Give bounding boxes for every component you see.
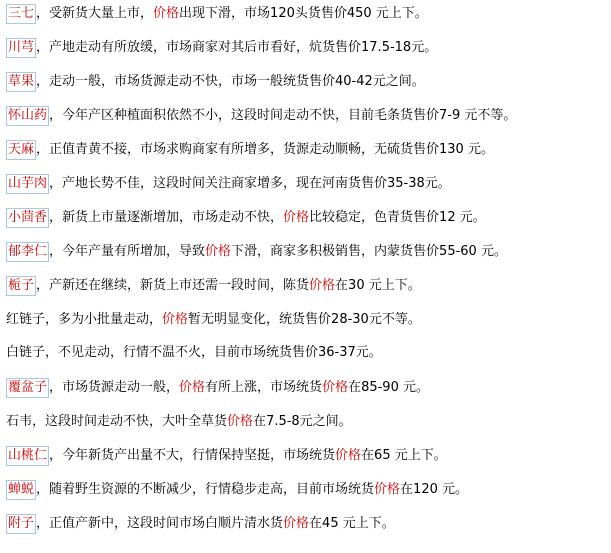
description-text: 在30 元上下。 — [335, 278, 421, 293]
herb-name-link[interactable]: 小茴香 — [6, 208, 49, 228]
report-line — [6, 138, 494, 162]
report-line — [6, 341, 382, 365]
herb-name-link[interactable]: 栀子 — [6, 276, 36, 296]
description-text: ，产新还在继续，新货上市还需一段时间，陈货 — [36, 278, 310, 293]
description-text: ，正值产新中，这段时间市场白顺片清水货 — [36, 516, 284, 531]
description-text: 下滑，商家多积极销售，内蒙货售价55-60 元。 — [231, 244, 507, 259]
description-text: 在85-90 元。 — [348, 380, 429, 395]
price-keyword: 价格 — [335, 448, 362, 463]
description-text: 暂无明显变化，统货售价28-30元不等。 — [188, 312, 421, 327]
description-text: ，走动一般，市场货源走动不快，市场一般统货售价40-42元之间。 — [36, 74, 425, 89]
report-line — [6, 308, 421, 332]
herb-name: 石韦 — [6, 414, 33, 429]
report-line — [6, 2, 428, 26]
herb-name-link[interactable]: 天麻 — [6, 140, 36, 160]
description-text: ，正值青黄不接，市场求购商家有所增多，货源走动顺畅，无硫货售价130 元。 — [36, 142, 494, 157]
price-keyword: 价格 — [322, 380, 349, 395]
report-line — [6, 206, 486, 230]
report-line — [6, 376, 429, 400]
description-text: ，这段时间走动不快，大叶全草货 — [32, 414, 228, 429]
description-text: 有所上涨，市场统货 — [205, 380, 323, 395]
price-keyword: 价格 — [374, 482, 401, 497]
herb-name-link[interactable]: 三七 — [6, 4, 36, 24]
herb-name-link[interactable]: 山桃仁 — [6, 446, 49, 466]
description-text: ，今年新货产出量不大，行情保持坚挺，市场统货 — [49, 448, 336, 463]
report-line — [6, 410, 352, 434]
report-line — [6, 512, 395, 536]
description-text: 比较稳定，色青货售价12 元。 — [309, 210, 486, 225]
herb-name: 红链子 — [6, 312, 46, 327]
description-text: ，产地长势不佳，这段时间关注商家增多，现在河南货售价35-38元。 — [49, 176, 451, 191]
price-keyword: 价格 — [162, 312, 189, 327]
herb-name-link[interactable]: 蝉蜕 — [6, 480, 36, 500]
herb-name-link[interactable]: 附子 — [6, 514, 36, 534]
herb-name: 白链子 — [6, 345, 46, 360]
description-text: 出现下滑，市场120头货售价450 元上下。 — [179, 6, 428, 21]
price-keyword: 价格 — [283, 210, 310, 225]
description-text: ，新货上市量逐渐增加，市场走动不快， — [49, 210, 284, 225]
description-text: 在65 元上下。 — [361, 448, 447, 463]
report-line — [6, 240, 507, 264]
description-text: ，市场货源走动一般， — [49, 380, 180, 395]
description-text: 在120 元。 — [400, 482, 468, 497]
report-line — [6, 70, 425, 94]
description-text: 在7.5-8元之间。 — [253, 414, 352, 429]
price-keyword: 价格 — [309, 278, 336, 293]
description-text: 在45 元上下。 — [309, 516, 395, 531]
herb-name-link[interactable]: 草果 — [6, 72, 36, 92]
report-line — [6, 36, 437, 60]
report-line — [6, 104, 516, 128]
herb-name-link[interactable]: 覆盆子 — [6, 378, 49, 398]
report-line — [6, 172, 451, 196]
price-keyword: 价格 — [283, 516, 310, 531]
price-keyword: 价格 — [205, 244, 232, 259]
description-text: ，今年产量有所增加，导致 — [49, 244, 206, 259]
report-line — [6, 274, 421, 298]
herb-name-link[interactable]: 川芎 — [6, 38, 36, 58]
description-text: ，不见走动，行情不温不火，目前市场统货售价36-37元。 — [45, 345, 382, 360]
description-text: ，受新货大量上市， — [36, 6, 154, 21]
description-text: ，产地走动有所放缓，市场商家对其后市看好，炕货售价17.5-18元。 — [36, 40, 438, 55]
report-line — [6, 478, 468, 502]
description-text: ，今年产区种植面积依然不小，这段时间走动不快，目前毛条货售价7-9 元不等。 — [49, 108, 517, 123]
description-text: ，多为小批量走动， — [45, 312, 163, 327]
herb-name-link[interactable]: 怀山药 — [6, 106, 49, 126]
description-text: ，随着野生资源的不断减少，行情稳步走高，目前市场统货 — [36, 482, 375, 497]
price-keyword: 价格 — [227, 414, 254, 429]
herb-name-link[interactable]: 山芋肉 — [6, 174, 49, 194]
report-line — [6, 444, 447, 468]
price-keyword: 价格 — [179, 380, 206, 395]
herb-name-link[interactable]: 郁李仁 — [6, 242, 49, 262]
price-keyword: 价格 — [153, 6, 180, 21]
